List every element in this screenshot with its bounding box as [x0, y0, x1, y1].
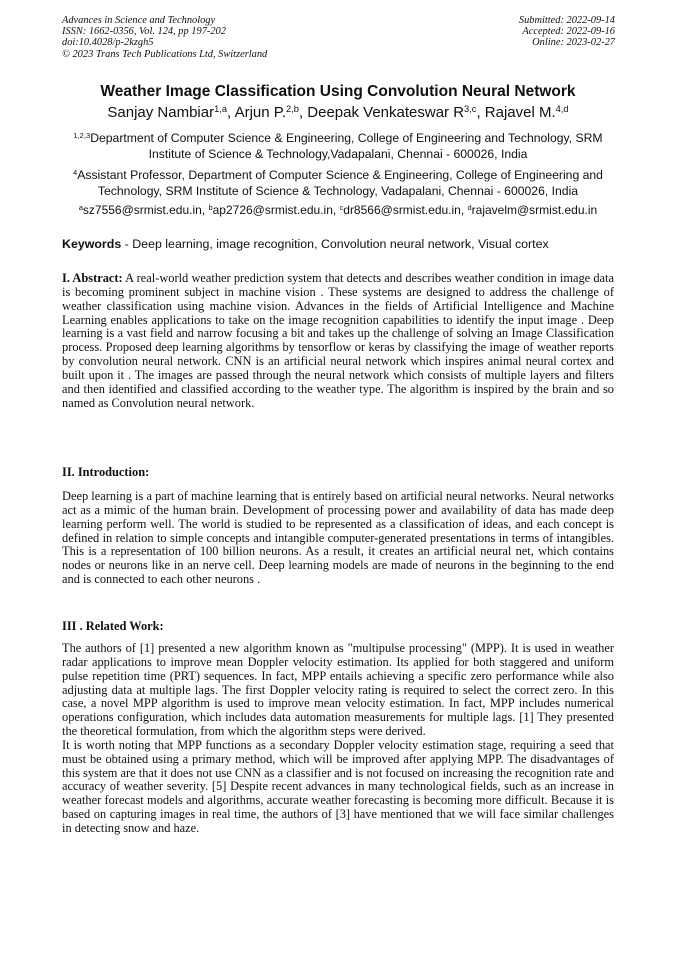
author-name: Arjun P.: [234, 104, 286, 121]
keywords-label: Keywords: [62, 237, 122, 251]
submitted-date: Submitted: 2022-09-14: [518, 15, 615, 26]
email-link[interactable]: sz7556@srmist.edu.in: [82, 203, 202, 217]
author-name: Sanjay Nambiar: [107, 104, 215, 121]
author-sup: 2,b: [286, 103, 299, 114]
author-list: Sanjay Nambiar$^{1,a}$, Arjun P.$^{2,b}$, Deepak Venkateswar R$^{3,c}$, Rajavel M.$^{4,d}$: [107, 103, 569, 121]
online-date: Online: 2023-02-27: [532, 37, 615, 49]
email-link[interactable]: rajavelm@srmist.edu.in: [471, 203, 598, 217]
affiliation: [62, 167, 614, 199]
journal-info: [62, 15, 267, 60]
author-name: Rajavel M.: [484, 104, 556, 121]
email-sup: a: [78, 202, 83, 212]
related-work-paragraph: The authors of [1] presented a new algorithm known as "multipulse processing" (MPP). It is used in weather radar applications to improve mean Doppler velocity estimation. Its applied for both staggered and uniform pulse repetition time (PRT) sequences. In fact, MPP entails achieving a specific zero performance while also adjusting data at multiple lags. The first Doppler velocity rating is required to select the correct zero. In this case, a novel MPP algorithm is used to improve mean velocity estimation. In fact, MPP includes numerical operations configuration, which includes data automation measurements for multiple lags. [1] They presented the theoretical formulation, from which the algorithm steps were derived.: [62, 641, 614, 739]
email-link[interactable]: ap2726@srmist.edu.in: [212, 203, 333, 217]
affiliation: [62, 130, 614, 162]
abstract-text: A real-world weather prediction system that detects and describes weather condition in image data is becoming prominent subject in machine vision . These systems are designed to address the challenge of weather classification using machine vision. Advances in the fields of Artificial Intelligence and Machine Learning enables applications to take on the image recognition capabilities to identify the input image . Deep learning is a vast field and narrow focusing a bit and takes up the challenge of solving an Image Classification process. Proposed deep learning algorithms by tensorflow or keras by classifying the image of weather reports by convolution neural network. CNN is an artificial neural network which inspires animal neural cortex and built upon it . The images are passed through the neural network which consists of multiple layers and filters and then identified and classified according to the weather type. The algorithm is inspired by the brain and so named as Convolution neural network.: [62, 271, 614, 410]
keywords: [62, 237, 549, 251]
email-list: $^a$sz7556@srmist.edu.in, $^b$ap2726@srmist.edu.in, $^c$dr8566@srmist.edu.in, $^d$rajavelm@srmist.edu.in: [78, 202, 598, 217]
affiliation-sup: 4: [73, 167, 78, 177]
affiliation-line: Institute of Science & Technology,Vadapalani, Chennai - 600026, India: [148, 147, 528, 161]
author-sup: 4,d: [555, 103, 569, 114]
accepted-date: Accepted: 2022-09-16: [522, 26, 615, 38]
paper-title: Weather Image Classification Using Convolution Neural Network: [100, 83, 576, 100]
affiliation-line: Technology, SRM Institute of Science & Technology, Vadapalani, Chennai - 600026, India: [97, 184, 579, 198]
issn: ISSN: 1662-0356, Vol. 124, pp 197-202: [62, 26, 226, 38]
email-link[interactable]: dr8566@srmist.edu.in: [343, 203, 461, 217]
related-work-paragraph: It is worth noting that MPP functions as a secondary Doppler velocity estimation stage, requiring a seed that must be obtained using a primary method, which will be improved after applying MPP. The disadvantages of this system are that it does not use CNN as a classifier and is not focused on increasing the recognition rate and accuracy of weather severity. [5] Despite recent advances in many technological fields, such as an increase in weather forecast models and algorithms, accurate weather forecasting is becoming more difficult. Because it is based on capturing images in real time, the authors of [3] have mentioned that we will face similar challenges in detecting snow and haze.: [62, 737, 614, 835]
dates-info: [519, 15, 615, 49]
email-sup: b: [208, 202, 213, 212]
affiliation-sup: 1,2,3: [73, 130, 91, 140]
email-sup: c: [339, 202, 344, 212]
affiliation-line: Assistant Professor, Department of Computer Science & Engineering, College of Engineering and: [77, 168, 603, 182]
keywords-text: - Deep learning, image recognition, Convolution neural network, Visual cortex: [121, 237, 549, 251]
abstract-section: [62, 272, 614, 410]
author-name: Deepak Venkateswar R: [307, 104, 465, 121]
copyright: © 2023 Trans Tech Publications Ltd, Switzerland: [62, 48, 268, 60]
affiliation-line: Department of Computer Science & Engineering, College of Engineering and Technology, SRM: [90, 131, 603, 145]
related-work-text: [62, 642, 614, 836]
introduction-text: [62, 490, 614, 587]
related-work-heading: III . Related Work:: [62, 619, 164, 633]
introduction-paragraph: Deep learning is a part of machine learning that is entirely based on artificial neural networks. Neural networks act as a mimic of the human brain. Development of processing power and availability of data has made deep learning perform well. The world is studied to be represented as a classification of ideas, and each concept is defined in relation to simple concepts and intangible computer-generated presentations in terms of intangibles. This is a representation of 100 billion neurons. As a result, it creates an artificial neural net, which contains nodes or neurons like in an nerve cell. Deep learning models are made of neurons in the beginning to the end and is connected to each other neurons .: [62, 489, 614, 587]
abstract-heading: I. Abstract:: [62, 271, 123, 285]
doi: doi:10.4028/p-2kzgh5: [62, 37, 154, 49]
introduction-heading: II. Introduction:: [62, 465, 150, 479]
email-sup: d: [467, 202, 472, 212]
journal-name: Advances in Science and Technology: [62, 15, 216, 26]
author-sup: 1,a: [214, 103, 228, 114]
author-sup: 3,c: [464, 103, 477, 114]
